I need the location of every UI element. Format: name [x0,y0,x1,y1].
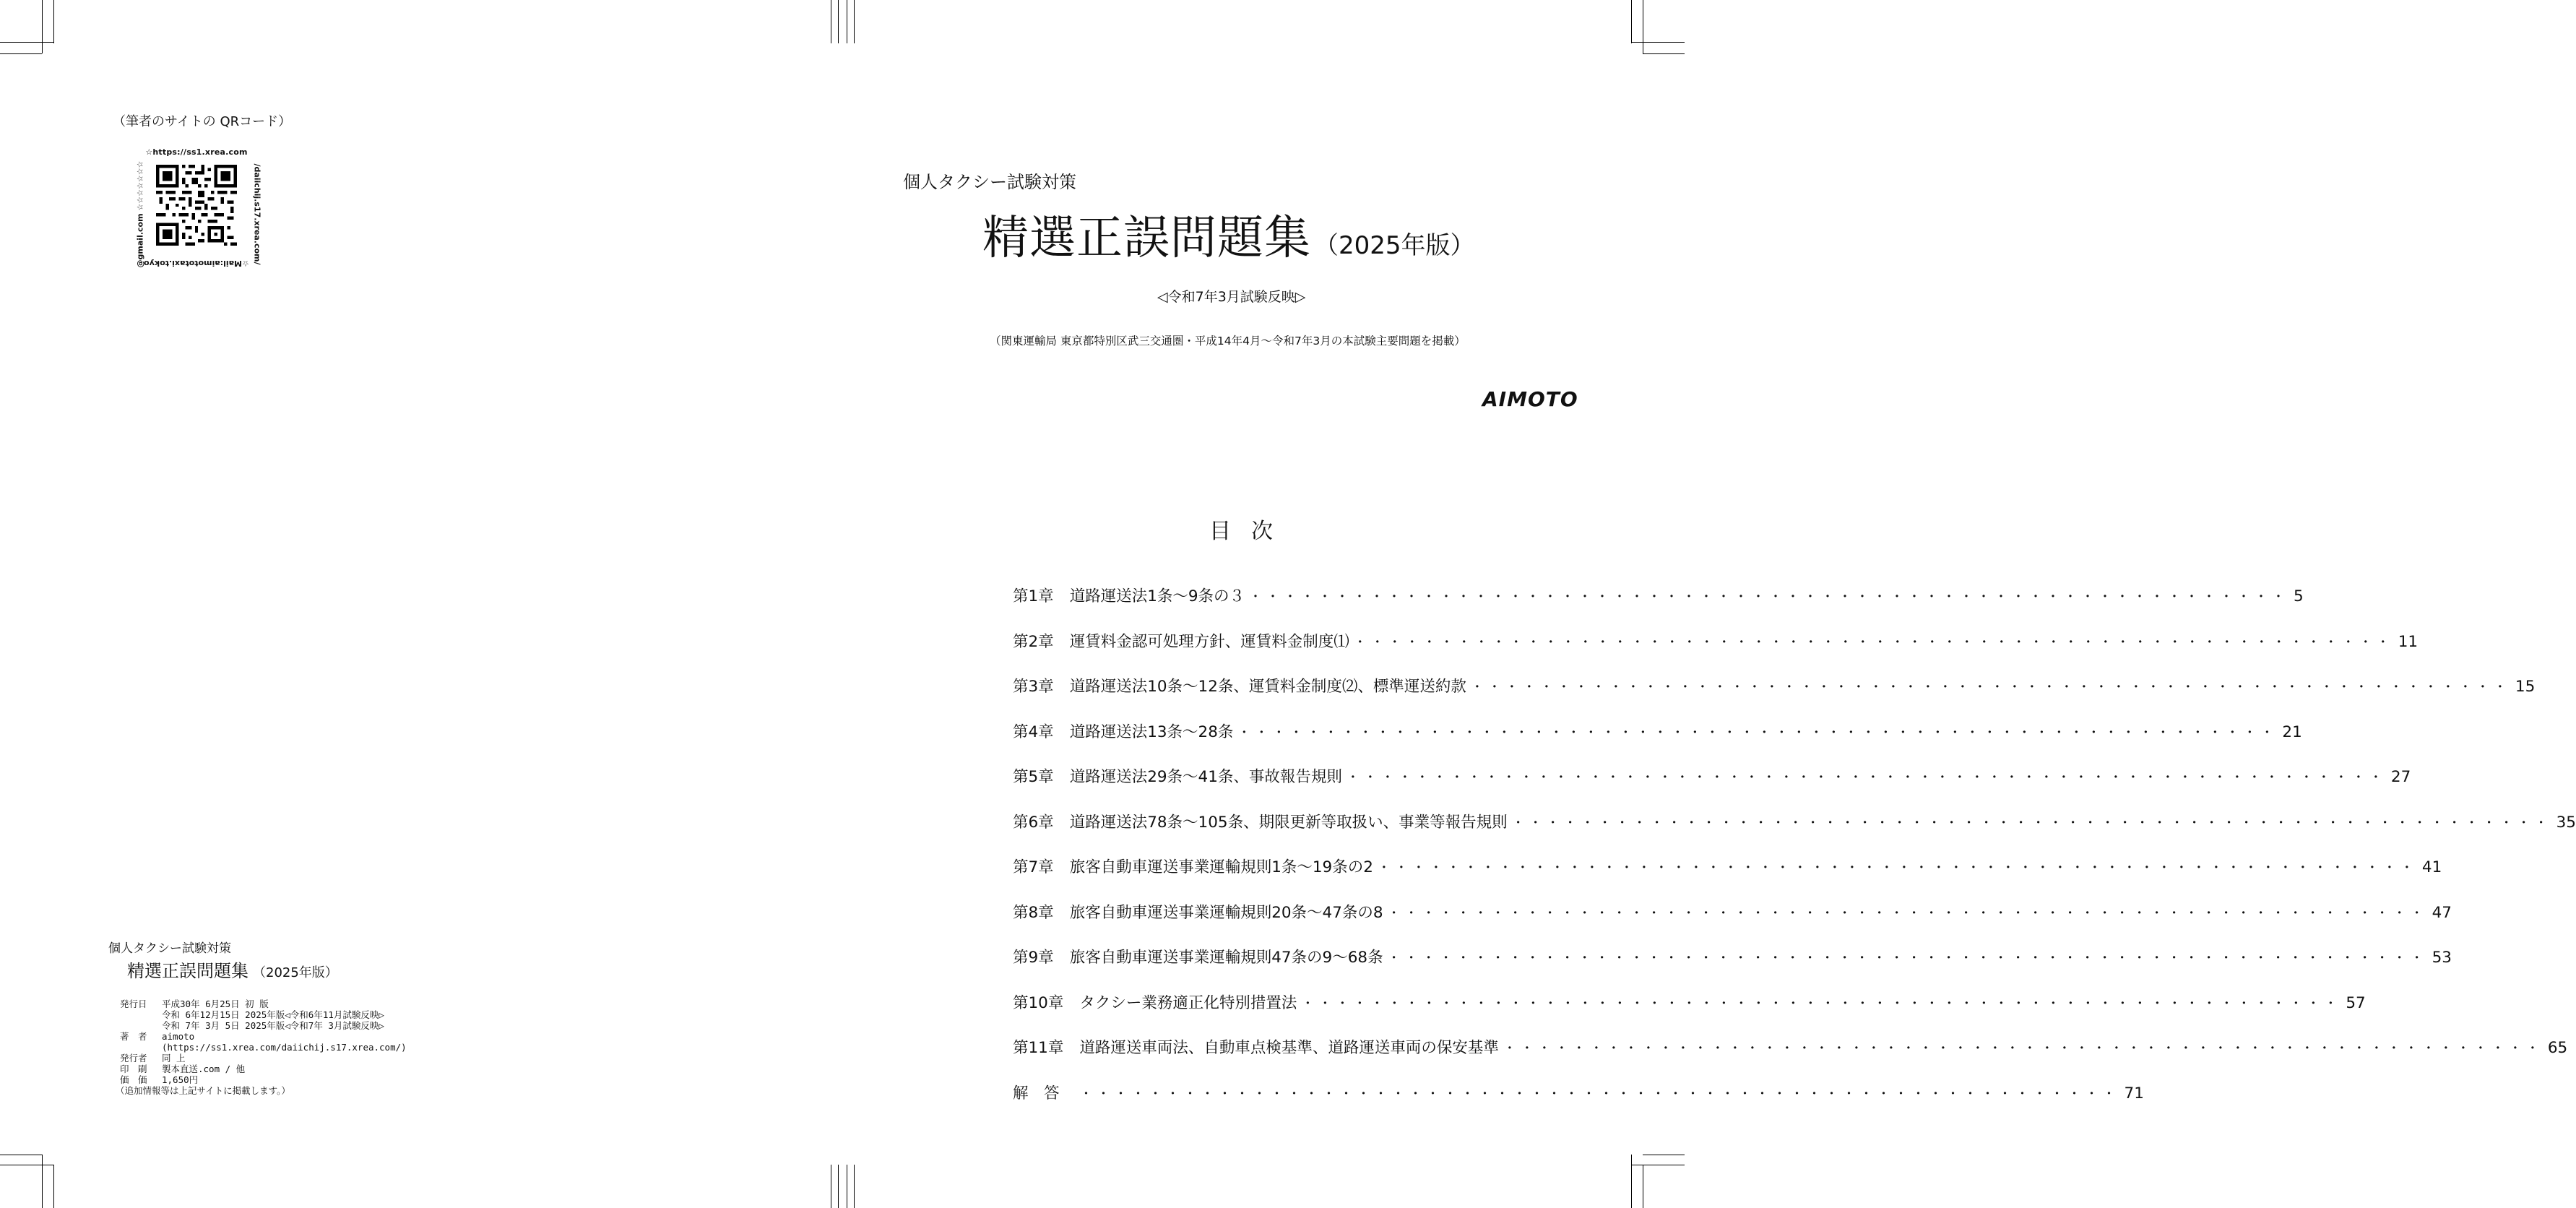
toc-page-number: 11 [2398,632,2419,651]
page-title [982,201,1475,267]
toc-item[interactable] [1013,855,2442,900]
toc-chapter-title: 道路運送法29条～41条、事故報告規則 [1069,768,1342,786]
toc-leader-dots: ・・・・・・・・・・・・・・・・・・・・・・・・・・・・・・・・・・・・・・・・・・・・・・・・・・・・・・・・・・・・ [1353,634,2394,650]
toc-chapter-number: 第9章 [1013,949,1054,967]
colophon-series: 個人タクシー試験対策 [108,941,231,956]
toc-page-number: 57 [2346,993,2366,1012]
colophon-value: aimoto [162,1031,195,1042]
toc-leader-dots: ・・・・・・・・・・・・・・・・・・・・・・・・・・・・・・・・・・・・・・・・・・・・・・・・・・・・・・・・・・・・ [1346,770,2387,785]
toc-chapter-title: 道路運送法78条～105条、期限更新等取扱い、事業等報告規則 [1069,813,1508,832]
toc-heading: 目次 [1209,519,1293,544]
toc-leader-dots: ・・・・・・・・・・・・・・・・・・・・・・・・・・・・・・・・・・・・・・・・・・・・・・・・・・・・・・・・・・・・ [1377,860,2418,876]
toc-chapter-number: 第10章 [1013,993,1064,1012]
colophon-edition: （2025年版） [253,965,338,980]
toc-item[interactable] [1013,584,2304,629]
colophon-key: 著 者 [120,1031,147,1042]
toc-page-number: 27 [2390,768,2411,786]
toc-chapter-number: 第4章 [1013,722,1054,741]
colophon-row [120,1009,407,1020]
colophon-key: 価 価 [120,1074,147,1085]
toc-leader-dots: ・・・・・・・・・・・・・・・・・・・・・・・・・・・・・・・・・・・・・・・・・・・・・・・・・・・・・・・・・・・・ [1301,996,2342,1011]
toc-item[interactable] [1013,629,2419,675]
toc-leader-dots: ・・・・・・・・・・・・・・・・・・・・・・・・・・・・・・・・・・・・・・・・・・・・・・・・・・・・・・・・・・・・ [1237,725,2278,741]
toc-chapter-title: 道路運送法13条～28条 [1069,722,1234,741]
toc-item[interactable] [1013,810,2576,855]
colophon-value: 同 上 [162,1053,186,1064]
colophon-key: 印 刷 [120,1064,147,1074]
toc-page-number: 71 [2124,1084,2144,1103]
toc-chapter-title: 道路運送法1条～9条の３ [1069,587,1245,605]
qr-text-top: ☆https://ss1.xrea.com [145,147,248,157]
toc-page-number: 5 [2294,587,2304,605]
toc-leader-dots: ・・・・・・・・・・・・・・・・・・・・・・・・・・・・・・・・・・・・・・・・・・・・・・・・・・・・・・・・・・・・ [1470,680,2511,695]
toc-chapter-title: 道路運送法10条～12条、運賃料金制度⑵、標準運送約款 [1069,678,1466,696]
toc-item[interactable] [1013,720,2302,765]
exam-note: ◁令和7年3月試験反映▷ [1157,289,1306,305]
colophon-key [120,1020,162,1031]
toc-chapter-number: 第6章 [1013,813,1054,832]
toc-chapter-number: 第8章 [1013,903,1054,922]
toc-item[interactable] [1013,945,2452,991]
toc-page-number: 47 [2432,903,2452,922]
toc-chapter-title: タクシー業務適正化特別措置法 [1079,993,1297,1012]
toc-item[interactable] [1013,900,2452,946]
colophon-row [120,1064,407,1074]
toc-page-number: 21 [2282,722,2302,741]
toc-chapter-title: 旅客自動車運送事業運輸規則20条～47条の8 [1069,903,1383,922]
colophon-value: 令和 6年12月15日 2025年版◁令和6年11月試験反映▷ [162,1009,384,1020]
qr-code-block[interactable] [134,147,262,272]
toc-chapter-title: 道路運送車両法、自動車点検基準、道路運送車両の保安基準 [1079,1039,1499,1057]
publisher-logo: AIMOTO [1482,387,1578,411]
toc-chapter-number: 第3章 [1013,678,1054,696]
toc-page-number: 65 [2547,1039,2568,1057]
colophon-value: 平成30年 6月25日 初 版 [162,998,269,1009]
colophon-row [120,998,407,1009]
qr-caption: （筆者のサイトの QRコード） [113,114,292,129]
toc-chapter-number: 第1章 [1013,587,1054,605]
toc-leader-dots: ・・・・・・・・・・・・・・・・・・・・・・・・・・・・・・・・・・・・・・・・・・・・・・・・・・・・・・・・・・・・ [1511,815,2552,831]
colophon-key: 発行日 [120,998,147,1009]
page-title-text: 精選正誤問題集 [982,212,1311,265]
colophon-note: （追加情報等は上記サイトに掲載します。） [116,1085,290,1096]
toc-chapter-number: 第7章 [1013,858,1054,876]
colophon-key [120,1042,162,1053]
colophon-value: 1,650円 [162,1074,199,1085]
colophon-key: 発行者 [120,1053,147,1064]
toc-item[interactable] [1013,764,2411,810]
toc-item[interactable] [1013,991,2366,1036]
toc-chapter-title: 旅客自動車運送事業運輸規則47条の9～68条 [1069,949,1383,967]
toc-chapter-number: 第5章 [1013,768,1054,786]
series-label: 個人タクシー試験対策 [903,172,1076,192]
qr-text-left: @gmail.com ☆☆☆☆☆☆☆ [135,160,145,268]
colophon-row [120,1042,407,1053]
toc-chapter-number: 第11章 [1013,1039,1064,1057]
colophon-row [120,1074,407,1085]
toc-chapter-title: 運賃料金認可処理方針、運賃料金制度⑴ [1069,632,1349,651]
table-of-contents [1013,584,2576,1126]
qr-text-bottom: ☆Mail:aimototaxi.tokyo [144,259,249,268]
colophon-value: 製本直送.com / 他 [162,1064,246,1074]
colophon-title-text: 精選正誤問題集 [127,961,248,981]
toc-item[interactable] [1013,674,2536,720]
toc-page-number: 15 [2515,678,2536,696]
qr-code-icon [156,165,237,246]
toc-chapter-title: 旅客自動車運送事業運輸規則1条～19条の2 [1069,858,1373,876]
toc-item[interactable] [1013,1035,2568,1081]
colophon-row [120,1020,407,1031]
toc-page-number: 41 [2421,858,2442,876]
toc-leader-dots: ・・・・・・・・・・・・・・・・・・・・・・・・・・・・・・・・・・・・・・・・・・・・・・・・・・・・・・・・・・・・ [1387,905,2428,921]
colophon-value: (https://ss1.xrea.com/daiichij.s17.xrea.com/) [162,1042,407,1053]
colophon [116,998,407,1096]
toc-leader-dots: ・・・・・・・・・・・・・・・・・・・・・・・・・・・・・・・・・・・・・・・・・・・・・・・・・・・・・・・・・・・・ [1249,590,2290,605]
colophon-key [120,1009,162,1020]
colophon-value: 令和 7年 3月 5日 2025年版◁令和7年 3月試験反映▷ [162,1020,384,1031]
toc-item[interactable] [1013,1081,2144,1126]
qr-text-right: /daiichij.s17.xrea.com/ [252,163,262,265]
toc-chapter-number: 第2章 [1013,632,1054,651]
scope-note: （関東運輸局 東京都特別区武三交通圏・平成14年4月～令和7年3月の本試験主要問題を掲載） [990,335,1466,348]
toc-chapter-number: 解 答 [1013,1084,1060,1103]
toc-leader-dots: ・・・・・・・・・・・・・・・・・・・・・・・・・・・・・・・・・・・・・・・・・・・・・・・・・・・・・・・・・・・・ [1387,951,2428,966]
toc-page-number: 53 [2432,949,2452,967]
colophon-row [120,1053,407,1064]
toc-page-number: 35 [2556,813,2576,832]
toc-leader-dots: ・・・・・・・・・・・・・・・・・・・・・・・・・・・・・・・・・・・・・・・・・・・・・・・・・・・・・・・・・・・・ [1079,1086,2120,1102]
colophon-title [127,957,338,982]
colophon-row [120,1031,407,1042]
edition-label: （2025年版） [1314,231,1475,260]
toc-leader-dots: ・・・・・・・・・・・・・・・・・・・・・・・・・・・・・・・・・・・・・・・・・・・・・・・・・・・・・・・・・・・・ [1503,1041,2543,1056]
